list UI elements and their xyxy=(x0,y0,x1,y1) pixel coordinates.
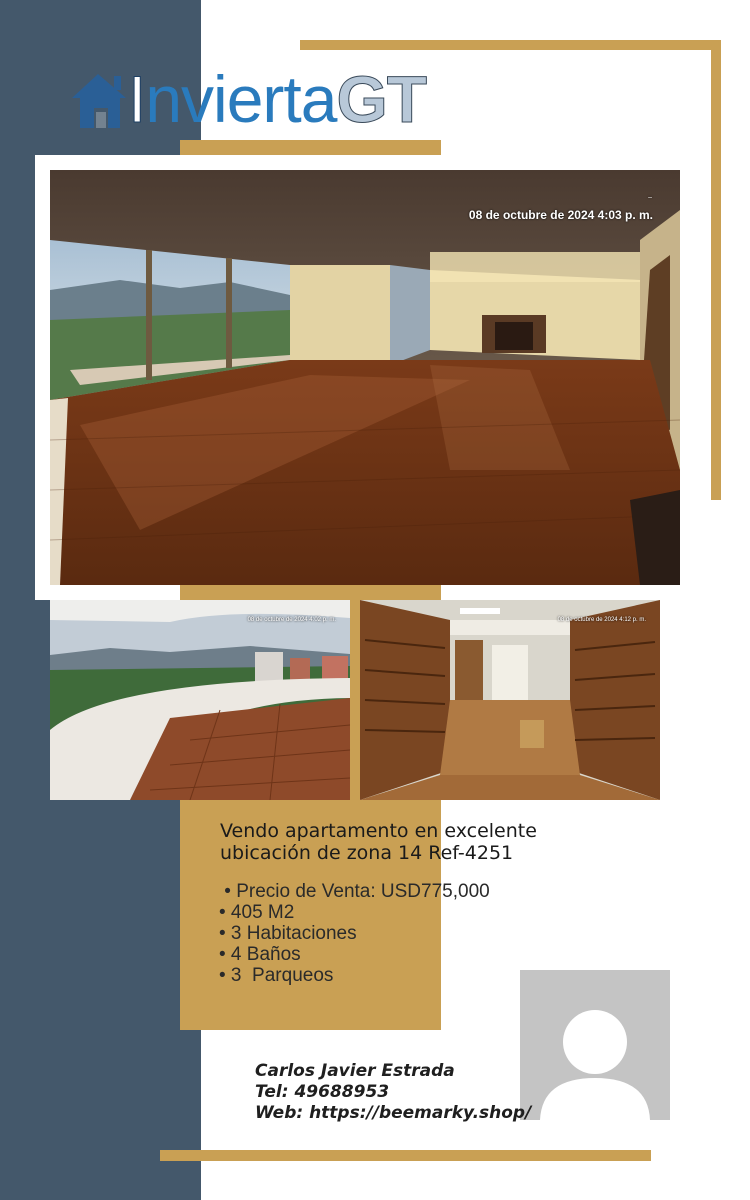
gold-frame-right xyxy=(711,40,721,500)
feature-parking: • 3 Parqueos xyxy=(219,965,334,986)
logo-suffix: GT xyxy=(336,62,427,136)
closet-photo xyxy=(360,600,660,800)
contact-phone[interactable]: Tel: 49688953 xyxy=(255,1082,390,1102)
contact-block xyxy=(255,1061,531,1124)
feature-bathrooms: • 4 Baños xyxy=(219,944,301,965)
logo-letter-i: I xyxy=(128,62,146,136)
gold-bottom-bar xyxy=(160,1150,651,1161)
balcony-photo xyxy=(50,600,350,800)
avatar-placeholder-icon xyxy=(520,970,670,1120)
listing-title-line-2: ubicación de zona 14 Ref-4251 xyxy=(220,842,514,864)
closet-photo-timestamp: 08 de octubre de 2024 4:12 p. m. xyxy=(557,617,646,623)
contact-name: Carlos Javier Estrada xyxy=(255,1061,455,1081)
contact-website[interactable]: Web: https://beemarky.shop/ xyxy=(255,1103,532,1123)
feature-list xyxy=(219,881,490,986)
main-photo-timestamp: 08 de octubre de 2024 4:03 p. m. xyxy=(468,208,653,222)
brand-logo xyxy=(70,62,427,136)
photo-mark: – xyxy=(648,194,652,201)
gold-frame-top xyxy=(300,40,721,50)
balcony-photo-timestamp: 08 de octubre de 2024 4:02 p. m. xyxy=(247,617,336,623)
feature-bedrooms: • 3 Habitaciones xyxy=(219,923,357,944)
listing-title-line-1: Vendo apartamento en excelente xyxy=(220,820,537,842)
feature-area: • 405 M2 xyxy=(219,902,295,923)
listing-title xyxy=(220,820,640,864)
logo-wordmark: nvierta xyxy=(145,62,337,136)
house-icon xyxy=(70,68,132,130)
feature-price: • Precio de Venta: USD775,000 xyxy=(219,881,490,902)
main-photo xyxy=(50,170,680,585)
